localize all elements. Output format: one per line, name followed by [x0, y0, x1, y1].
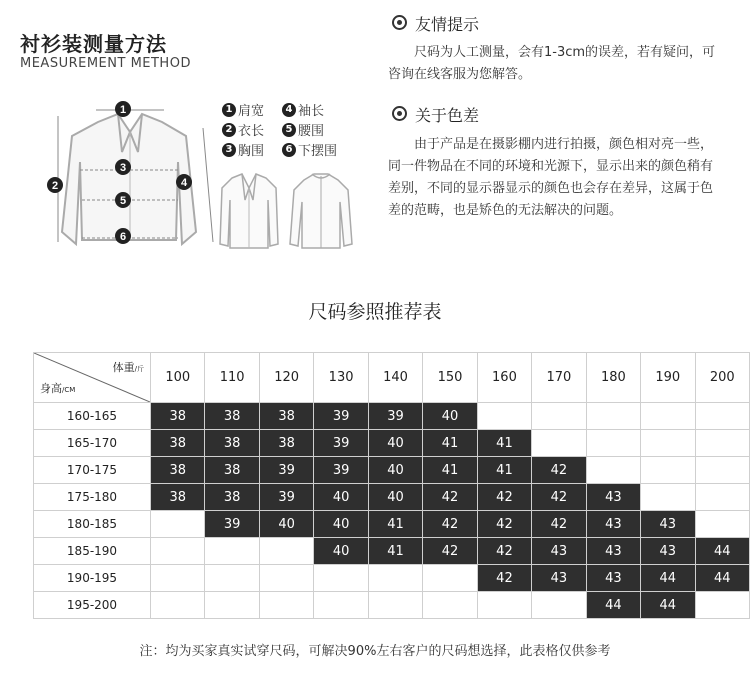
- size-cell: 38: [151, 457, 205, 484]
- table-row: [34, 565, 750, 592]
- legend-row: [222, 120, 338, 139]
- size-cell: 41: [477, 430, 531, 457]
- size-cell: 40: [259, 511, 313, 538]
- size-cell: 41: [423, 457, 477, 484]
- size-cell: 43: [586, 538, 640, 565]
- empty-cell: [151, 592, 205, 619]
- empty-cell: [532, 430, 586, 457]
- legend-label: 肩宽: [238, 104, 265, 119]
- empty-cell: [314, 592, 368, 619]
- size-cell: 39: [314, 430, 368, 457]
- height-row-header: 175-180: [34, 484, 151, 511]
- size-cell: 42: [423, 538, 477, 565]
- weight-column-header: 110: [205, 353, 259, 403]
- weight-column-header: 140: [368, 353, 422, 403]
- size-cell: 39: [314, 403, 368, 430]
- empty-cell: [641, 430, 695, 457]
- size-cell: 42: [423, 511, 477, 538]
- size-cell: 41: [368, 538, 422, 565]
- weight-column-header: 190: [641, 353, 695, 403]
- weight-column-header: 120: [259, 353, 313, 403]
- legend-item: [222, 100, 278, 119]
- size-cell: 40: [423, 403, 477, 430]
- marker-6: [115, 228, 131, 244]
- marker-number: 5: [119, 195, 127, 207]
- marker-number: 3: [119, 162, 127, 174]
- size-cell: 41: [423, 430, 477, 457]
- marker-number: 4: [180, 177, 188, 189]
- height-row-header: 170-175: [34, 457, 151, 484]
- size-cell: 42: [423, 484, 477, 511]
- tip-heading: [392, 12, 479, 35]
- size-cell: 40: [314, 484, 368, 511]
- size-cell: 42: [477, 484, 531, 511]
- table-row: [34, 592, 750, 619]
- table-row: [34, 457, 750, 484]
- size-table-title: 尺码参照推荐表: [308, 301, 442, 323]
- empty-cell: [641, 484, 695, 511]
- size-cell: 41: [477, 457, 531, 484]
- size-cell: 42: [532, 457, 586, 484]
- marker-number: 1: [119, 104, 127, 116]
- size-cell: 39: [314, 457, 368, 484]
- weight-axis-label: 体重/斤: [112, 361, 144, 374]
- table-row: [34, 511, 750, 538]
- marker-4: [176, 174, 192, 190]
- legend-item: [282, 140, 338, 159]
- legend-item: [222, 120, 278, 139]
- table-row: [34, 484, 750, 511]
- legend-label: 袖长: [298, 104, 325, 119]
- table-row: [34, 430, 750, 457]
- height-row-header: 185-190: [34, 538, 151, 565]
- weight-column-header: 170: [532, 353, 586, 403]
- size-cell: 42: [477, 538, 531, 565]
- size-cell: 38: [151, 430, 205, 457]
- marker-1: [115, 101, 131, 117]
- size-cell: 43: [641, 511, 695, 538]
- empty-cell: [586, 430, 640, 457]
- section-subtitle: MEASUREMENT METHOD: [20, 56, 191, 71]
- size-cell: 40: [314, 538, 368, 565]
- size-cell: 44: [641, 592, 695, 619]
- suit-jacket-sketch: [218, 170, 280, 252]
- height-row-header: 190-195: [34, 565, 151, 592]
- size-cell: 43: [586, 511, 640, 538]
- legend-item: [222, 140, 278, 159]
- empty-cell: [695, 403, 749, 430]
- empty-cell: [368, 565, 422, 592]
- size-cell: 41: [368, 511, 422, 538]
- size-cell: 39: [259, 457, 313, 484]
- empty-cell: [477, 592, 531, 619]
- size-cell: 38: [151, 403, 205, 430]
- empty-cell: [314, 565, 368, 592]
- empty-cell: [586, 457, 640, 484]
- empty-cell: [641, 403, 695, 430]
- empty-cell: [151, 565, 205, 592]
- height-axis-label: 身高/CM: [40, 382, 76, 395]
- empty-cell: [151, 511, 205, 538]
- size-cell: 44: [586, 592, 640, 619]
- size-cell: 44: [641, 565, 695, 592]
- height-row-header: 180-185: [34, 511, 151, 538]
- size-cell: 38: [205, 484, 259, 511]
- empty-cell: [477, 403, 531, 430]
- size-cell: 42: [477, 511, 531, 538]
- size-chart-table: [33, 352, 750, 619]
- empty-cell: [695, 511, 749, 538]
- marker-number: 2: [51, 180, 59, 192]
- size-cell: 39: [205, 511, 259, 538]
- empty-cell: [695, 592, 749, 619]
- legend-number: 1: [222, 103, 236, 117]
- marker-3: [115, 159, 131, 175]
- size-cell: 42: [532, 484, 586, 511]
- legend-row: [222, 140, 338, 159]
- marker-2: [47, 177, 63, 193]
- marker-number: 6: [119, 231, 127, 243]
- size-cell: 44: [695, 565, 749, 592]
- tip-title: 友情提示: [415, 15, 480, 34]
- table-row: [34, 403, 750, 430]
- table-header-row: [34, 353, 750, 403]
- legend-number: 5: [282, 123, 296, 137]
- marker-5: [115, 192, 131, 208]
- weight-column-header: 180: [586, 353, 640, 403]
- legend-row: [222, 100, 338, 119]
- empty-cell: [205, 592, 259, 619]
- empty-cell: [641, 457, 695, 484]
- target-icon: [392, 15, 407, 30]
- size-cell: 38: [205, 403, 259, 430]
- legend-label: 下摆围: [298, 144, 338, 159]
- legend-label: 腰围: [298, 124, 325, 139]
- empty-cell: [586, 403, 640, 430]
- legend-item: [282, 120, 338, 139]
- weight-column-header: 100: [151, 353, 205, 403]
- size-cell: 38: [205, 430, 259, 457]
- size-cell: 43: [532, 538, 586, 565]
- tip-text: 尺码为人工测量，会有1-3cm的误差，若有疑问，可咨询在线客服为您解答。: [388, 45, 716, 82]
- sleeve-line: [203, 128, 213, 242]
- target-icon: [392, 106, 407, 121]
- empty-cell: [532, 592, 586, 619]
- size-cell: 43: [641, 538, 695, 565]
- size-cell: 38: [205, 457, 259, 484]
- empty-cell: [368, 592, 422, 619]
- legend-item: [282, 100, 338, 119]
- size-cell: 39: [259, 484, 313, 511]
- legend-number: 6: [282, 143, 296, 157]
- size-cell: 40: [314, 511, 368, 538]
- size-cell: 38: [151, 484, 205, 511]
- height-row-header: 160-165: [34, 403, 151, 430]
- color-heading: [392, 103, 479, 126]
- empty-cell: [259, 565, 313, 592]
- size-cell: 44: [695, 538, 749, 565]
- legend-number: 4: [282, 103, 296, 117]
- weight-column-header: 130: [314, 353, 368, 403]
- legend-label: 衣长: [238, 124, 265, 139]
- empty-cell: [695, 457, 749, 484]
- legend-number: 3: [222, 143, 236, 157]
- size-cell: 40: [368, 457, 422, 484]
- empty-cell: [259, 538, 313, 565]
- size-cell: 42: [532, 511, 586, 538]
- weight-column-header: 150: [423, 353, 477, 403]
- empty-cell: [151, 538, 205, 565]
- jacket-measurement-diagram: [18, 92, 228, 262]
- section-title: 衬衫装测量方法: [20, 32, 167, 56]
- table-row: [34, 538, 750, 565]
- zip-jacket-sketch: [288, 170, 354, 252]
- empty-cell: [205, 538, 259, 565]
- size-cell: 38: [259, 430, 313, 457]
- legend-number: 2: [222, 123, 236, 137]
- weight-column-header: 160: [477, 353, 531, 403]
- table-corner-header: [34, 353, 151, 403]
- size-cell: 43: [586, 484, 640, 511]
- empty-cell: [532, 403, 586, 430]
- color-text: 由于产品是在摄影棚内进行拍摄，颜色相对亮一些，同一件物品在不同的环境和光源下，显示出来的颜色稍有差别，不同的显示器显示的颜色也会存在差异，这属于色差的范畴，也是矫色的无法解决的问题。: [388, 137, 714, 218]
- empty-cell: [695, 430, 749, 457]
- empty-cell: [423, 592, 477, 619]
- size-cell: 38: [259, 403, 313, 430]
- weight-column-header: 200: [695, 353, 749, 403]
- size-cell: 43: [586, 565, 640, 592]
- height-row-header: 165-170: [34, 430, 151, 457]
- size-cell: 40: [368, 430, 422, 457]
- size-cell: 42: [477, 565, 531, 592]
- empty-cell: [259, 592, 313, 619]
- size-cell: 40: [368, 484, 422, 511]
- empty-cell: [423, 565, 477, 592]
- size-cell: 39: [368, 403, 422, 430]
- color-title: 关于色差: [415, 106, 480, 125]
- size-cell: 43: [532, 565, 586, 592]
- empty-cell: [695, 484, 749, 511]
- height-row-header: 195-200: [34, 592, 151, 619]
- legend-label: 胸围: [238, 144, 265, 159]
- empty-cell: [205, 565, 259, 592]
- footer-note: 注：均为买家真实试穿尺码，可解决90%左右客户的尺码想选择，此表格仅供参考: [139, 644, 611, 659]
